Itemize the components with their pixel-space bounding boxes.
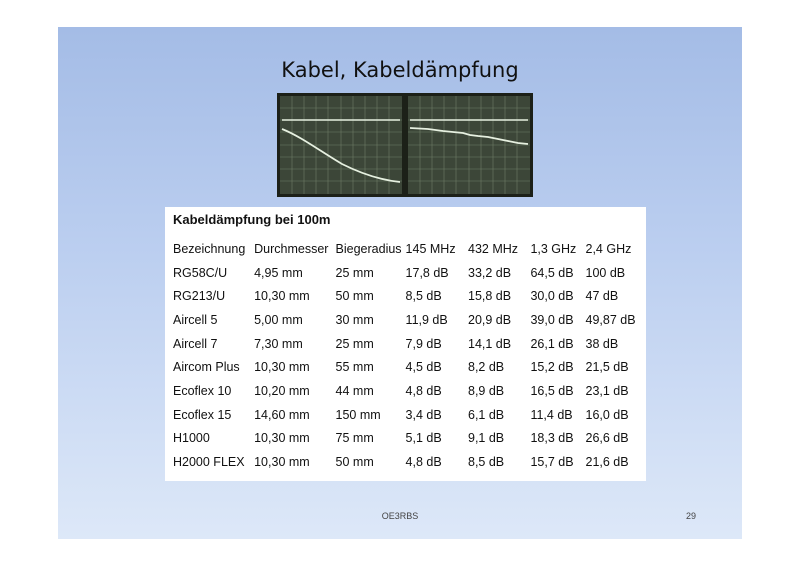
slide (58, 27, 742, 539)
table-cell: 8,5 dB (468, 455, 505, 470)
table-cell: 1,3 GHz (530, 241, 577, 256)
table-cell: 16,5 dB (530, 383, 574, 398)
oscilloscope-photo-left (277, 93, 405, 197)
table-cell: 15,8 dB (468, 289, 512, 304)
table-row (171, 332, 646, 356)
table-cell: 21,5 dB (585, 360, 629, 375)
table-cell: 8,9 dB (468, 383, 505, 398)
table-cell: 50 mm (335, 289, 374, 304)
table-cell: 75 mm (335, 431, 374, 446)
attenuation-table (171, 237, 646, 474)
table-cell: RG58C/U (173, 265, 228, 280)
table-cell: 3,4 dB (405, 407, 442, 422)
table-cell: 2,4 GHz (585, 241, 632, 256)
table-cell: RG213/U (173, 289, 226, 304)
table-row (171, 379, 646, 403)
table-row (171, 427, 646, 451)
table-row (171, 284, 646, 308)
table-cell: 20,9 dB (468, 312, 512, 327)
table-row (171, 450, 646, 474)
table-cell: Aircom Plus (173, 360, 240, 375)
table-cell: 38 dB (585, 336, 619, 351)
table-cell: Ecoflex 15 (173, 407, 232, 422)
table-cell: 10,30 mm (254, 431, 310, 446)
table-cell: Ecoflex 10 (173, 383, 232, 398)
table-cell: 5,00 mm (254, 312, 303, 327)
table-cell: 14,1 dB (468, 336, 512, 351)
table-cell: 49,87 dB (585, 312, 636, 327)
table-cell: Durchmesser (254, 241, 329, 256)
table-cell: 4,95 mm (254, 265, 303, 280)
slide-title: Kabel, Kabeldämpfung (281, 58, 519, 82)
table-cell: 15,7 dB (530, 455, 574, 470)
table-row (171, 308, 646, 332)
table-caption: Kabeldämpfung bei 100m (173, 212, 331, 227)
table-cell: 4,8 dB (405, 383, 442, 398)
table-header-row (171, 237, 646, 261)
table-cell: 23,1 dB (585, 383, 629, 398)
table-row (171, 261, 646, 285)
table-cell: 39,0 dB (530, 312, 574, 327)
table-cell: 8,5 dB (405, 289, 442, 304)
table-cell: Bezeichnung (173, 241, 246, 256)
table-cell: 432 MHz (468, 241, 519, 256)
table-cell: 150 mm (335, 407, 381, 422)
table-cell: 33,2 dB (468, 265, 512, 280)
table-cell: H1000 (173, 431, 210, 446)
table-cell: 55 mm (335, 360, 374, 375)
table-cell: 14,60 mm (254, 407, 310, 422)
table-cell: 25 mm (335, 336, 374, 351)
table-cell: 5,1 dB (405, 431, 442, 446)
table-cell: 7,30 mm (254, 336, 303, 351)
table-cell: 9,1 dB (468, 431, 505, 446)
table-cell: 10,30 mm (254, 455, 310, 470)
table-cell: 30,0 dB (530, 289, 574, 304)
table-cell: 44 mm (335, 383, 374, 398)
table-cell: 10,20 mm (254, 383, 310, 398)
table-body (171, 237, 646, 474)
table-cell: 8,2 dB (468, 360, 505, 375)
table-cell: 4,5 dB (405, 360, 442, 375)
table-cell: 145 MHz (405, 241, 456, 256)
table-cell: 7,9 dB (405, 336, 442, 351)
oscilloscope-photo-right (405, 93, 533, 197)
table-cell: 30 mm (335, 312, 374, 327)
table-cell: 6,1 dB (468, 407, 505, 422)
table-cell: 21,6 dB (585, 455, 629, 470)
table-row (171, 355, 646, 379)
table-cell: Aircell 5 (173, 312, 218, 327)
table-cell: 25 mm (335, 265, 374, 280)
table-cell: 11,9 dB (405, 312, 448, 327)
table-cell: 11,4 dB (530, 407, 573, 422)
attenuation-table-panel (165, 207, 646, 481)
table-cell: Biegeradius (335, 241, 402, 256)
table-cell: 47 dB (585, 289, 619, 304)
table-cell: 26,1 dB (530, 336, 574, 351)
oscilloscope-screen-left (280, 96, 402, 194)
table-cell: H2000 FLEX (173, 455, 245, 470)
table-cell: 15,2 dB (530, 360, 574, 375)
table-cell: Aircell 7 (173, 336, 218, 351)
footer-text: OE3RBS (381, 511, 419, 521)
table-cell: 64,5 dB (530, 265, 574, 280)
table-cell: 50 mm (335, 455, 374, 470)
table-cell: 16,0 dB (585, 407, 629, 422)
table-cell: 18,3 dB (530, 431, 574, 446)
table-cell: 4,8 dB (405, 455, 442, 470)
table-cell: 10,30 mm (254, 360, 310, 375)
table-cell: 17,8 dB (405, 265, 449, 280)
oscilloscope-screen-right (408, 96, 530, 194)
table-cell: 26,6 dB (585, 431, 629, 446)
table-row (171, 403, 646, 427)
table-cell: 100 dB (585, 265, 626, 280)
table-cell: 10,30 mm (254, 289, 310, 304)
page-number: 29 (685, 511, 696, 521)
